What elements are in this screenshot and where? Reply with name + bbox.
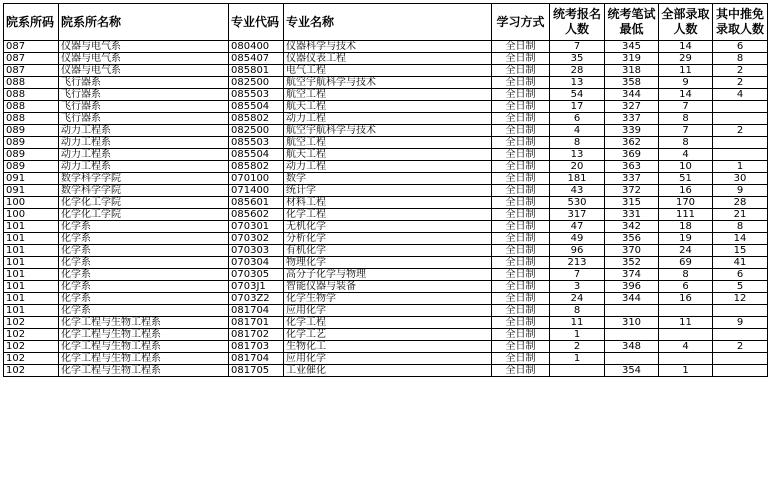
- table-cell: 356: [605, 233, 659, 245]
- table-cell: 101: [4, 233, 59, 245]
- table-cell: 085802: [229, 113, 284, 125]
- table-cell: 7: [550, 41, 605, 53]
- table-cell: 396: [605, 281, 659, 293]
- table-row: [4, 41, 768, 53]
- table-cell: 318: [605, 65, 659, 77]
- table-cell: 0703J1: [229, 281, 284, 293]
- table-cell: 智能仪器与装备: [284, 281, 492, 293]
- table-cell: 18: [659, 221, 713, 233]
- table-cell: 372: [605, 185, 659, 197]
- table-cell: 339: [605, 125, 659, 137]
- table-cell: 8: [550, 137, 605, 149]
- table-cell: 344: [605, 293, 659, 305]
- table-row: [4, 65, 768, 77]
- table-cell: 全日制: [492, 245, 550, 257]
- table-cell: 317: [550, 209, 605, 221]
- table-row: [4, 317, 768, 329]
- table-cell: 100: [4, 197, 59, 209]
- table-cell: 动力工程系: [59, 161, 229, 173]
- table-cell: 085602: [229, 209, 284, 221]
- table-cell: 数学科学学院: [59, 185, 229, 197]
- table-cell: 化学系: [59, 269, 229, 281]
- header-cell: 专业名称: [284, 4, 492, 41]
- table-row: [4, 245, 768, 257]
- table-cell: 物理化学: [284, 257, 492, 269]
- table-row: [4, 125, 768, 137]
- table-cell: 102: [4, 353, 59, 365]
- table-cell: 4: [659, 341, 713, 353]
- table-cell: 101: [4, 245, 59, 257]
- table-cell: 16: [659, 185, 713, 197]
- table-row: [4, 77, 768, 89]
- header-row: [4, 4, 768, 41]
- table-row: [4, 293, 768, 305]
- table-cell: 081703: [229, 341, 284, 353]
- table-cell: 全日制: [492, 41, 550, 53]
- table-cell: 21: [713, 209, 768, 221]
- table-cell: 080400: [229, 41, 284, 53]
- table-cell: 全日制: [492, 197, 550, 209]
- table-cell: [713, 353, 768, 365]
- header-cell: 其中推免录取人数: [713, 4, 768, 41]
- table-cell: 085503: [229, 89, 284, 101]
- table-cell: 数学科学学院: [59, 173, 229, 185]
- table-cell: 飞行器系: [59, 89, 229, 101]
- table-row: [4, 209, 768, 221]
- table-cell: 082500: [229, 125, 284, 137]
- table-cell: 数学: [284, 173, 492, 185]
- table-cell: 仪器与电气系: [59, 53, 229, 65]
- table-cell: 化学系: [59, 305, 229, 317]
- table-cell: 087: [4, 53, 59, 65]
- table-row: [4, 281, 768, 293]
- table-cell: 101: [4, 221, 59, 233]
- table-cell: 41: [713, 257, 768, 269]
- table-cell: 081701: [229, 317, 284, 329]
- table-cell: 085407: [229, 53, 284, 65]
- table-cell: 081705: [229, 365, 284, 377]
- table-cell: 高分子化学与物理: [284, 269, 492, 281]
- table-cell: 化学系: [59, 221, 229, 233]
- table-row: [4, 173, 768, 185]
- table-cell: 362: [605, 137, 659, 149]
- table-cell: 11: [550, 317, 605, 329]
- table-cell: 1: [659, 365, 713, 377]
- table-cell: 化学工程与生物工程系: [59, 365, 229, 377]
- table-cell: 30: [713, 173, 768, 185]
- table-cell: 3: [550, 281, 605, 293]
- table-cell: 6: [659, 281, 713, 293]
- table-cell: 089: [4, 125, 59, 137]
- table-cell: 7: [659, 125, 713, 137]
- table-row: [4, 341, 768, 353]
- table-cell: 化学生物学: [284, 293, 492, 305]
- table-cell: 089: [4, 149, 59, 161]
- table-cell: 应用化学: [284, 305, 492, 317]
- table-cell: 17: [550, 101, 605, 113]
- table-cell: 344: [605, 89, 659, 101]
- table-cell: 化学工艺: [284, 329, 492, 341]
- table-cell: 工业催化: [284, 365, 492, 377]
- table-cell: [659, 329, 713, 341]
- table-cell: 8: [713, 221, 768, 233]
- table-cell: 2: [550, 341, 605, 353]
- table-row: [4, 149, 768, 161]
- table-cell: 全日制: [492, 53, 550, 65]
- table-cell: 337: [605, 173, 659, 185]
- table-row: [4, 113, 768, 125]
- table-cell: 354: [605, 365, 659, 377]
- table-cell: [605, 305, 659, 317]
- table-cell: 化学工程与生物工程系: [59, 353, 229, 365]
- table-cell: [605, 353, 659, 365]
- table-cell: 102: [4, 317, 59, 329]
- table-cell: 088: [4, 89, 59, 101]
- table-cell: 089: [4, 137, 59, 149]
- table-cell: 331: [605, 209, 659, 221]
- table-cell: 全日制: [492, 257, 550, 269]
- table-cell: 全日制: [492, 161, 550, 173]
- header-cell: 统考笔试最低: [605, 4, 659, 41]
- table-cell: 213: [550, 257, 605, 269]
- table-cell: 全日制: [492, 341, 550, 353]
- table-cell: 102: [4, 341, 59, 353]
- table-cell: 358: [605, 77, 659, 89]
- table-cell: 航天工程: [284, 101, 492, 113]
- table-cell: 统计学: [284, 185, 492, 197]
- admission-table: [3, 3, 768, 377]
- table-cell: 全日制: [492, 113, 550, 125]
- table-cell: 6: [550, 113, 605, 125]
- table-cell: 全日制: [492, 233, 550, 245]
- table-cell: 全日制: [492, 149, 550, 161]
- table-cell: 15: [713, 245, 768, 257]
- table-row: [4, 161, 768, 173]
- table-cell: 101: [4, 305, 59, 317]
- table-cell: 仪器与电气系: [59, 41, 229, 53]
- table-cell: 动力工程系: [59, 137, 229, 149]
- table-row: [4, 221, 768, 233]
- table-cell: 101: [4, 293, 59, 305]
- table-cell: 仪器与电气系: [59, 65, 229, 77]
- table-cell: 8: [659, 137, 713, 149]
- table-cell: [713, 329, 768, 341]
- table-cell: 085802: [229, 161, 284, 173]
- table-cell: 6: [713, 269, 768, 281]
- table-cell: 070304: [229, 257, 284, 269]
- table-cell: 102: [4, 365, 59, 377]
- table-cell: 28: [713, 197, 768, 209]
- table-row: [4, 101, 768, 113]
- table-cell: 5: [713, 281, 768, 293]
- table-cell: 101: [4, 257, 59, 269]
- table-cell: 369: [605, 149, 659, 161]
- table-cell: 7: [659, 101, 713, 113]
- table-cell: 070305: [229, 269, 284, 281]
- table-cell: 有机化学: [284, 245, 492, 257]
- table-cell: 化学系: [59, 257, 229, 269]
- table-cell: 4: [659, 149, 713, 161]
- table-cell: 20: [550, 161, 605, 173]
- table-cell: 6: [713, 41, 768, 53]
- table-cell: 化学系: [59, 281, 229, 293]
- table-cell: 全日制: [492, 221, 550, 233]
- table-cell: 化学系: [59, 233, 229, 245]
- table-cell: 化学工程与生物工程系: [59, 329, 229, 341]
- table-cell: [659, 305, 713, 317]
- table-cell: 070303: [229, 245, 284, 257]
- table-cell: 087: [4, 65, 59, 77]
- table-cell: [713, 365, 768, 377]
- table-body: [4, 41, 768, 377]
- table-cell: 仪器仪表工程: [284, 53, 492, 65]
- table-cell: 085601: [229, 197, 284, 209]
- table-row: [4, 53, 768, 65]
- table-cell: 全日制: [492, 317, 550, 329]
- table-cell: 35: [550, 53, 605, 65]
- header-cell: 统考报名人数: [550, 4, 605, 41]
- table-cell: 全日制: [492, 305, 550, 317]
- table-cell: 飞行器系: [59, 113, 229, 125]
- table-cell: 全日制: [492, 329, 550, 341]
- table-cell: 43: [550, 185, 605, 197]
- header-cell: 专业代码: [229, 4, 284, 41]
- table-cell: 342: [605, 221, 659, 233]
- table-cell: 100: [4, 209, 59, 221]
- table-cell: 088: [4, 113, 59, 125]
- table-cell: 10: [659, 161, 713, 173]
- table-cell: 9: [659, 77, 713, 89]
- table-cell: 航空工程: [284, 89, 492, 101]
- table-cell: 化学化工学院: [59, 209, 229, 221]
- table-cell: 8: [550, 305, 605, 317]
- table-cell: 085504: [229, 149, 284, 161]
- table-cell: 2: [713, 65, 768, 77]
- table-cell: 102: [4, 329, 59, 341]
- table-row: [4, 185, 768, 197]
- table-cell: 310: [605, 317, 659, 329]
- table-row: [4, 269, 768, 281]
- table-cell: 全日制: [492, 269, 550, 281]
- table-cell: 0703Z2: [229, 293, 284, 305]
- table-cell: 69: [659, 257, 713, 269]
- table-cell: 全日制: [492, 65, 550, 77]
- table-cell: 11: [659, 65, 713, 77]
- table-cell: 1: [713, 161, 768, 173]
- table-cell: 航空工程: [284, 137, 492, 149]
- table-cell: 19: [659, 233, 713, 245]
- table-cell: 1: [550, 329, 605, 341]
- table-cell: 全日制: [492, 293, 550, 305]
- table-cell: 全日制: [492, 281, 550, 293]
- admission-table-container: [3, 3, 768, 377]
- table-cell: 088: [4, 77, 59, 89]
- table-cell: 化学系: [59, 293, 229, 305]
- table-cell: [550, 365, 605, 377]
- table-cell: 全日制: [492, 365, 550, 377]
- table-cell: 081704: [229, 305, 284, 317]
- table-cell: 2: [713, 77, 768, 89]
- table-cell: 54: [550, 89, 605, 101]
- table-cell: 动力工程: [284, 161, 492, 173]
- table-cell: 仪器科学与技术: [284, 41, 492, 53]
- table-row: [4, 305, 768, 317]
- header-cell: 院系所码: [4, 4, 59, 41]
- table-cell: 085503: [229, 137, 284, 149]
- table-cell: 337: [605, 113, 659, 125]
- table-cell: 9: [713, 317, 768, 329]
- table-cell: 化学工程与生物工程系: [59, 341, 229, 353]
- table-row: [4, 197, 768, 209]
- table-cell: 应用化学: [284, 353, 492, 365]
- table-cell: 化学工程与生物工程系: [59, 317, 229, 329]
- table-cell: 无机化学: [284, 221, 492, 233]
- table-cell: 16: [659, 293, 713, 305]
- table-cell: 181: [550, 173, 605, 185]
- table-row: [4, 257, 768, 269]
- table-cell: 091: [4, 173, 59, 185]
- table-cell: 111: [659, 209, 713, 221]
- table-cell: [713, 137, 768, 149]
- header-cell: 全部录取人数: [659, 4, 713, 41]
- table-cell: 4: [550, 125, 605, 137]
- table-cell: 51: [659, 173, 713, 185]
- table-cell: [659, 353, 713, 365]
- table-cell: 101: [4, 281, 59, 293]
- table-cell: 飞行器系: [59, 101, 229, 113]
- table-cell: 24: [659, 245, 713, 257]
- table-cell: 电气工程: [284, 65, 492, 77]
- table-cell: 全日制: [492, 77, 550, 89]
- table-cell: 49: [550, 233, 605, 245]
- table-cell: 070302: [229, 233, 284, 245]
- table-cell: 9: [713, 185, 768, 197]
- table-cell: 47: [550, 221, 605, 233]
- table-cell: 航天工程: [284, 149, 492, 161]
- header-cell: 学习方式: [492, 4, 550, 41]
- table-cell: 全日制: [492, 353, 550, 365]
- table-cell: 4: [713, 89, 768, 101]
- table-cell: 8: [713, 53, 768, 65]
- table-cell: 29: [659, 53, 713, 65]
- table-cell: 345: [605, 41, 659, 53]
- table-cell: 全日制: [492, 101, 550, 113]
- table-cell: 化学工程: [284, 209, 492, 221]
- header-cell: 院系所名称: [59, 4, 229, 41]
- table-cell: 24: [550, 293, 605, 305]
- table-cell: 全日制: [492, 125, 550, 137]
- table-cell: 089: [4, 161, 59, 173]
- table-cell: 生物化工: [284, 341, 492, 353]
- table-cell: 327: [605, 101, 659, 113]
- table-cell: 315: [605, 197, 659, 209]
- table-cell: 070100: [229, 173, 284, 185]
- table-cell: 航空宇航科学与技术: [284, 125, 492, 137]
- table-cell: 材料工程: [284, 197, 492, 209]
- table-cell: 化学工程: [284, 317, 492, 329]
- table-cell: 全日制: [492, 137, 550, 149]
- table-cell: 13: [550, 77, 605, 89]
- table-cell: 082500: [229, 77, 284, 89]
- table-cell: [713, 305, 768, 317]
- table-cell: 7: [550, 269, 605, 281]
- table-cell: 96: [550, 245, 605, 257]
- table-cell: 化学化工学院: [59, 197, 229, 209]
- table-cell: 071400: [229, 185, 284, 197]
- table-cell: 081702: [229, 329, 284, 341]
- table-cell: 091: [4, 185, 59, 197]
- table-cell: 070301: [229, 221, 284, 233]
- table-cell: 101: [4, 269, 59, 281]
- table-cell: [713, 149, 768, 161]
- table-cell: 14: [659, 89, 713, 101]
- table-cell: 动力工程系: [59, 149, 229, 161]
- table-row: [4, 365, 768, 377]
- table-cell: 全日制: [492, 185, 550, 197]
- table-cell: 28: [550, 65, 605, 77]
- table-cell: 航空宇航科学与技术: [284, 77, 492, 89]
- table-cell: 348: [605, 341, 659, 353]
- table-cell: 374: [605, 269, 659, 281]
- table-cell: 14: [713, 233, 768, 245]
- table-cell: 2: [713, 341, 768, 353]
- table-cell: 363: [605, 161, 659, 173]
- table-cell: 动力工程系: [59, 125, 229, 137]
- table-cell: 085504: [229, 101, 284, 113]
- table-cell: 1: [550, 353, 605, 365]
- table-cell: 319: [605, 53, 659, 65]
- table-cell: 13: [550, 149, 605, 161]
- table-cell: 087: [4, 41, 59, 53]
- table-cell: 088: [4, 101, 59, 113]
- table-cell: 动力工程: [284, 113, 492, 125]
- table-row: [4, 353, 768, 365]
- table-row: [4, 137, 768, 149]
- table-cell: 352: [605, 257, 659, 269]
- table-row: [4, 329, 768, 341]
- table-cell: 085801: [229, 65, 284, 77]
- table-cell: 370: [605, 245, 659, 257]
- table-cell: 全日制: [492, 89, 550, 101]
- table-row: [4, 89, 768, 101]
- table-cell: 12: [713, 293, 768, 305]
- table-cell: 8: [659, 113, 713, 125]
- table-cell: 飞行器系: [59, 77, 229, 89]
- table-cell: 全日制: [492, 209, 550, 221]
- table-cell: 全日制: [492, 173, 550, 185]
- table-cell: [605, 329, 659, 341]
- table-cell: 分析化学: [284, 233, 492, 245]
- table-cell: 170: [659, 197, 713, 209]
- table-row: [4, 233, 768, 245]
- table-cell: [713, 113, 768, 125]
- table-cell: 11: [659, 317, 713, 329]
- table-cell: 8: [659, 269, 713, 281]
- table-cell: [713, 101, 768, 113]
- table-cell: 530: [550, 197, 605, 209]
- table-cell: 2: [713, 125, 768, 137]
- table-cell: 081704: [229, 353, 284, 365]
- table-cell: 14: [659, 41, 713, 53]
- table-cell: 化学系: [59, 245, 229, 257]
